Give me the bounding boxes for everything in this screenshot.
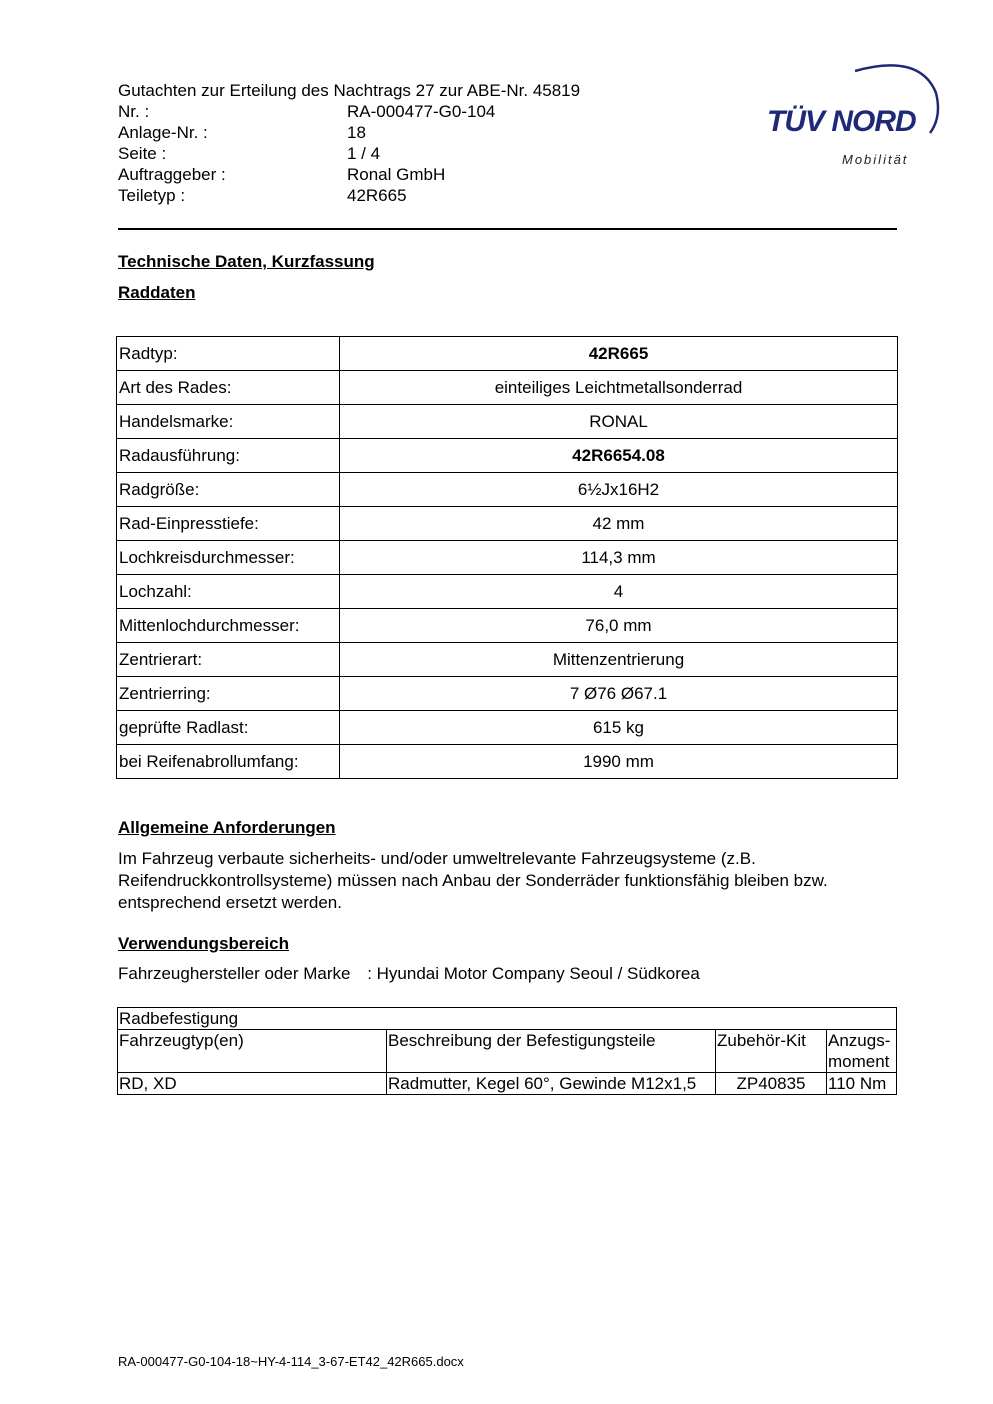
heading-verwendungsbereich: Verwendungsbereich bbox=[118, 934, 289, 953]
header-row-nr bbox=[118, 101, 678, 122]
row-value: 7 Ø76 Ø67.1 bbox=[340, 677, 898, 711]
hersteller-value: Hyundai Motor Company Seoul / Südkorea bbox=[376, 964, 700, 983]
column-header: Beschreibung der Befestigungsteile bbox=[387, 1030, 716, 1073]
row-label: Lochzahl: bbox=[117, 575, 340, 609]
row-value: einteiliges Leichtmetallsonderrad bbox=[340, 371, 898, 405]
footer-filename: RA-000477-G0-104-18~HY-4-114_3-67-ET42_42R665.docx bbox=[118, 1354, 464, 1369]
row-label: Radtyp: bbox=[117, 337, 340, 371]
table-header-row bbox=[118, 1030, 897, 1073]
table-cell: RD, XD bbox=[118, 1073, 387, 1095]
logo-subtitle: Mobilität bbox=[842, 152, 909, 167]
table-row bbox=[117, 541, 898, 575]
table-row bbox=[117, 371, 898, 405]
heading-allgemeine-anforderungen: Allgemeine Anforderungen bbox=[118, 818, 336, 837]
row-value: 42 mm bbox=[340, 507, 898, 541]
table-row bbox=[117, 507, 898, 541]
table-row bbox=[117, 473, 898, 507]
logo-brand: TÜV NORD bbox=[767, 105, 916, 138]
verwendungsbereich-line bbox=[118, 964, 700, 984]
row-value: 6½Jx16H2 bbox=[340, 473, 898, 507]
row-value: 615 kg bbox=[340, 711, 898, 745]
raddaten-table bbox=[116, 336, 898, 779]
header-label: Seite : bbox=[118, 144, 167, 163]
table-row bbox=[117, 643, 898, 677]
table-row bbox=[117, 405, 898, 439]
document-title: Gutachten zur Erteilung des Nachtrags 27 zur ABE-Nr. 45819 bbox=[118, 81, 581, 100]
table-row bbox=[117, 609, 898, 643]
header-value: Ronal GmbH bbox=[347, 165, 446, 184]
header-row-teiletyp bbox=[118, 185, 678, 206]
header-row-seite bbox=[118, 143, 678, 164]
row-label: Zentrierring: bbox=[117, 677, 340, 711]
header-label: Anlage-Nr. : bbox=[118, 123, 208, 142]
table-row bbox=[118, 1073, 897, 1095]
header-row-anlage bbox=[118, 122, 678, 143]
row-value: Mittenzentrierung bbox=[340, 643, 898, 677]
tuv-nord-logo bbox=[760, 55, 940, 175]
header-divider bbox=[118, 228, 897, 230]
row-label: Radgröße: bbox=[117, 473, 340, 507]
radbefestigung-title: Radbefestigung bbox=[118, 1008, 897, 1030]
document-header bbox=[118, 80, 678, 206]
row-value: 76,0 mm bbox=[340, 609, 898, 643]
radbefestigung-table bbox=[117, 1007, 897, 1095]
header-label: Auftraggeber : bbox=[118, 165, 226, 184]
table-row bbox=[117, 575, 898, 609]
row-value: 42R665 bbox=[340, 337, 898, 371]
table-row bbox=[117, 439, 898, 473]
row-label: Lochkreisdurchmesser: bbox=[117, 541, 340, 575]
header-value: RA-000477-G0-104 bbox=[347, 102, 496, 121]
row-value: 114,3 mm bbox=[340, 541, 898, 575]
row-label: Art des Rades: bbox=[117, 371, 340, 405]
table-cell: Radmutter, Kegel 60°, Gewinde M12x1,5 bbox=[387, 1073, 716, 1095]
table-cell: ZP40835 bbox=[716, 1073, 827, 1095]
header-row-auftraggeber bbox=[118, 164, 678, 185]
table-row bbox=[117, 337, 898, 371]
row-label: Radausführung: bbox=[117, 439, 340, 473]
header-label: Nr. : bbox=[118, 102, 150, 121]
row-label: Handelsmarke: bbox=[117, 405, 340, 439]
header-label: Teiletyp : bbox=[118, 186, 186, 205]
table-title-row bbox=[118, 1008, 897, 1030]
row-value: 42R6654.08 bbox=[340, 439, 898, 473]
hersteller-label: Fahrzeughersteller oder Marke bbox=[118, 964, 351, 983]
row-value: 1990 mm bbox=[340, 745, 898, 779]
header-value: 1 / 4 bbox=[347, 144, 381, 163]
row-label: bei Reifenabrollumfang: bbox=[117, 745, 340, 779]
hersteller-separator: : bbox=[367, 964, 372, 983]
heading-technische-daten: Technische Daten, Kurzfassung bbox=[118, 252, 375, 271]
raddaten-table-body bbox=[117, 337, 898, 779]
table-row bbox=[117, 677, 898, 711]
header-value: 42R665 bbox=[347, 186, 407, 205]
row-label: Mittenlochdurchmesser: bbox=[117, 609, 340, 643]
row-value: 4 bbox=[340, 575, 898, 609]
table-row bbox=[117, 745, 898, 779]
allgemeine-anforderungen-text: Im Fahrzeug verbaute sicherheits- und/oder umweltrelevante Fahrzeugsysteme (z.B. Reifendruckkontrollsysteme) müssen nach Anbau der Sonderräder funktionsfähig bleiben bzw. entsprechend ersetzt werden. bbox=[118, 849, 828, 912]
row-value: RONAL bbox=[340, 405, 898, 439]
table-row bbox=[117, 711, 898, 745]
column-header: Anzugs-moment bbox=[827, 1030, 897, 1073]
header-value: 18 bbox=[347, 123, 366, 142]
table-cell: 110 Nm bbox=[827, 1073, 897, 1095]
row-label: Rad-Einpresstiefe: bbox=[117, 507, 340, 541]
row-label: geprüfte Radlast: bbox=[117, 711, 340, 745]
row-label: Zentrierart: bbox=[117, 643, 340, 677]
column-header: Zubehör-Kit bbox=[716, 1030, 827, 1073]
heading-raddaten: Raddaten bbox=[118, 283, 196, 302]
column-header: Fahrzeugtyp(en) bbox=[118, 1030, 387, 1073]
